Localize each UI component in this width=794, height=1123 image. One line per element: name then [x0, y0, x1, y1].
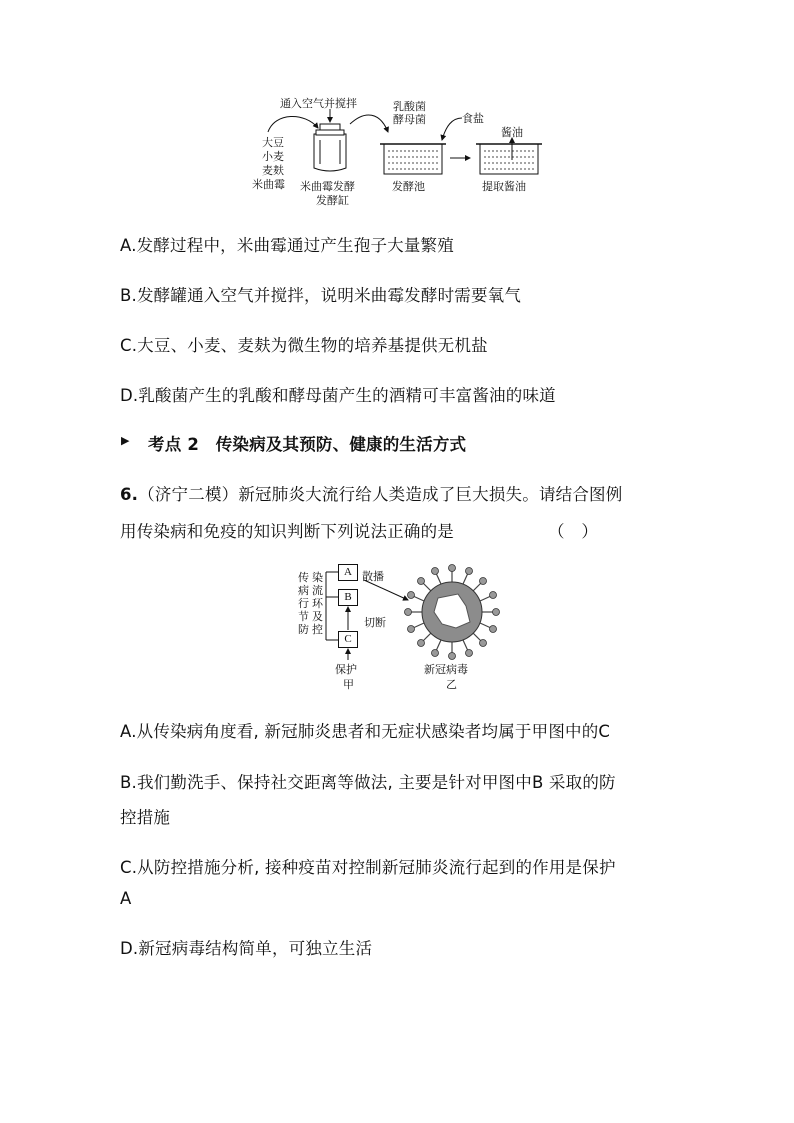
ingredient-wheat: 小麦 — [262, 150, 284, 163]
bacteria-label-1: 乳酸菌 — [393, 100, 426, 113]
tank-label-1: 米曲霉发酵 — [300, 180, 355, 193]
label-yi: 乙 — [446, 678, 457, 691]
q5-option-d: D.乳酸菌产生的乳酸和酵母菌产生的酒精可丰富酱油的味道 — [120, 386, 556, 405]
ingredient-bran: 麦麸 — [262, 164, 284, 177]
spread-label: 散播 — [362, 570, 384, 583]
section-title: 考点 2 传染病及其预防、健康的生活方式 — [148, 435, 467, 454]
ingredient-aspergillus: 米曲霉 — [252, 178, 285, 191]
vertical-label-col2: 染 流 环 及 控 — [312, 571, 323, 636]
virus-icon — [405, 565, 500, 660]
protect-label: 保护 — [335, 663, 357, 676]
q6-option-a: A.从传染病角度看, 新冠肺炎患者和无症状感染者均属于甲图中的C — [120, 722, 611, 741]
q6-option-b-line2: 控措施 — [120, 808, 171, 827]
q6-number: 6. — [120, 485, 139, 504]
cut-label: 切断 — [364, 616, 386, 629]
answer-bracket: （ ） — [548, 522, 599, 541]
label-jia: 甲 — [343, 678, 354, 691]
q5-option-b: B.发酵罐通入空气并搅拌，说明米曲霉发酵时需要氧气 — [120, 286, 522, 305]
q6-stem-line2: 用传染病和免疫的知识判断下列说法正确的是 — [120, 522, 454, 541]
virus-name-label: 新冠病毒 — [424, 663, 468, 676]
vertical-label-col1: 传 病 行 节 防 — [298, 571, 309, 636]
box-c: C — [338, 631, 358, 648]
extract-label: 提取酱油 — [482, 180, 526, 193]
q6-option-b-line1: B.我们勤洗手、保持社交距离等做法, 主要是针对甲图中B 采取的防 — [120, 773, 616, 792]
box-b: B — [338, 589, 358, 606]
bacteria-label-2: 酵母菌 — [393, 113, 426, 126]
soy-sauce-label: 酱油 — [501, 126, 523, 139]
air-label: 通入空气并搅拌 — [280, 97, 357, 110]
q5-option-c: C.大豆、小麦、麦麸为微生物的培养基提供无机盐 — [120, 336, 488, 355]
ingredient-soybean: 大豆 — [262, 136, 284, 149]
q5-option-a: A.发酵过程中，米曲霉通过产生孢子大量繁殖 — [120, 236, 454, 255]
box-a: A — [338, 564, 358, 581]
salt-label: 食盐 — [462, 112, 484, 125]
q6-stem-text1: （济宁二模）新冠肺炎大流行给人类造成了巨大损失。请结合图例 — [138, 485, 623, 504]
section-marker-icon: ▶ — [121, 434, 130, 447]
q6-option-c-line2: A — [120, 889, 132, 908]
tank-label-2: 发酵缸 — [316, 194, 349, 207]
pool-label: 发酵池 — [392, 180, 425, 193]
q6-option-c-line1: C.从防控措施分析, 接种疫苗对控制新冠肺炎流行起到的作用是保护 — [120, 858, 616, 877]
q6-option-d: D.新冠病毒结构简单，可独立生活 — [120, 939, 373, 958]
